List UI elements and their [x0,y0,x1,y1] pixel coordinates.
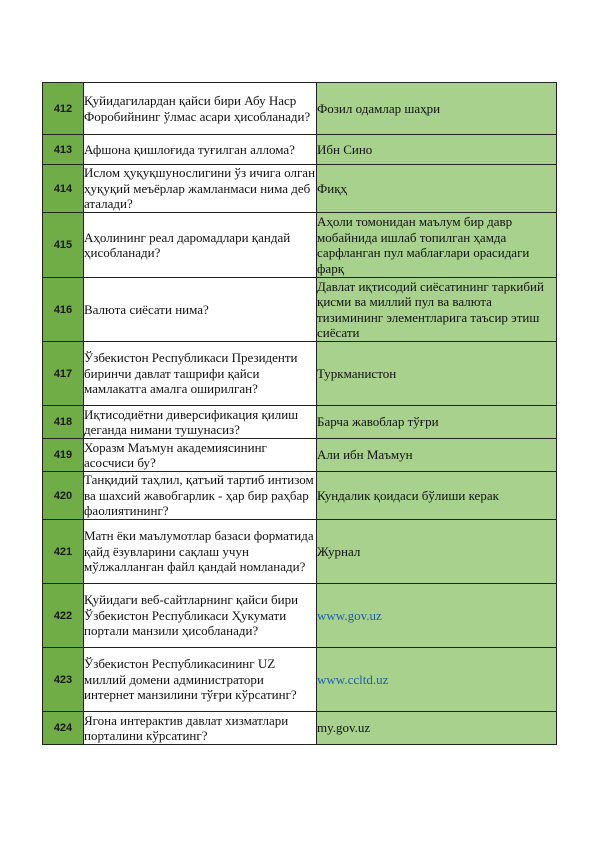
question-text: Иқтисодиётни диверсификация қилиш деганда нимани тушунасиз? [84,406,317,439]
answer-link[interactable]: www.ccltd.uz [317,671,389,687]
answer-text: Фозил одамлар шаҳри [317,83,557,135]
answer-text: Ибн Сино [317,135,557,165]
question-number: 416 [43,278,84,342]
question-number: 415 [43,213,84,278]
answer-text: Фиқҳ [317,165,557,213]
answer-text: my.gov.uz [317,712,557,745]
question-text: Қуйидагилардан қайси бири Абу Наср Форобийнинг ўлмас асари ҳисобланади? [84,83,317,135]
table-row [43,439,557,472]
table-row [43,213,557,278]
answer-text: Кундалик қоидаси бўлиши керак [317,472,557,520]
table-row [43,342,557,406]
answer-text: Туркманистон [317,342,557,406]
question-number: 422 [43,584,84,648]
answer-text: Али ибн Маъмун [317,439,557,472]
question-number: 424 [43,712,84,745]
question-number: 423 [43,648,84,712]
question-number: 414 [43,165,84,213]
table-row [43,406,557,439]
table-row [43,165,557,213]
question-text: Танқидий таҳлил, қатъий тартиб интизом ва шахсий жавобгарлик - ҳар бир раҳбар фаолиятининг? [84,472,317,520]
question-number: 419 [43,439,84,472]
answer-link[interactable]: www.gov.uz [317,607,382,623]
answer-text: Журнал [317,520,557,584]
answer-text: Давлат иқтисодий сиёсатининг таркибий қисми ва миллий пул ва валюта тизимининг элементларига таъсир этиш сиёсати [317,278,557,342]
question-number: 421 [43,520,84,584]
question-text: Хоразм Маъмун академиясининг асосчиси бу? [84,439,317,472]
question-text: Ўзбекистон Республикаси Президенти биринчи давлат ташрифи қайси мамлакатга амалга оширилган? [84,342,317,406]
question-text: Афшона қишлоғида туғилган аллома? [84,135,317,165]
table-row [43,712,557,745]
table-row [43,648,557,712]
question-text: Валюта сиёсати нима? [84,278,317,342]
question-text: Ягона интерактив давлат хизматлари порталини кўрсатинг? [84,712,317,745]
answer-text: Аҳоли томонидан маълум бир давр мобайнида ишлаб топилган ҳамда сарфланган пул маблағлари орасидаги фарқ [317,213,557,278]
question-text: Матн ёки маълумотлар базаси форматида қайд ёзувларини сақлаш учун мўлжалланган файл қандай номланади? [84,520,317,584]
question-number: 413 [43,135,84,165]
table-row [43,278,557,342]
table-row [43,83,557,135]
question-number: 418 [43,406,84,439]
table-row [43,472,557,520]
table-row [43,584,557,648]
table-row [43,520,557,584]
question-text: Қуйидаги веб-сайтларнинг қайси бири Ўзбекистон Республикаси Ҳукумати портали манзили ҳисобланади? [84,584,317,648]
answer-text: Барча жавоблар тўғри [317,406,557,439]
question-number: 412 [43,83,84,135]
question-text: Аҳолининг реал даромадлари қандай ҳисобланади? [84,213,317,278]
question-text: Ўзбекистон Республикасининг UZ миллий домени администратори интернет манзилини тўғри кўрсатинг? [84,648,317,712]
question-number: 417 [43,342,84,406]
question-number: 420 [43,472,84,520]
table-row [43,135,557,165]
questions-table [42,82,557,745]
question-text: Ислом ҳуқуқшунослигини ўз ичига олган ҳуқуқий меъёрлар жамланмаси нима деб аталади? [84,165,316,212]
